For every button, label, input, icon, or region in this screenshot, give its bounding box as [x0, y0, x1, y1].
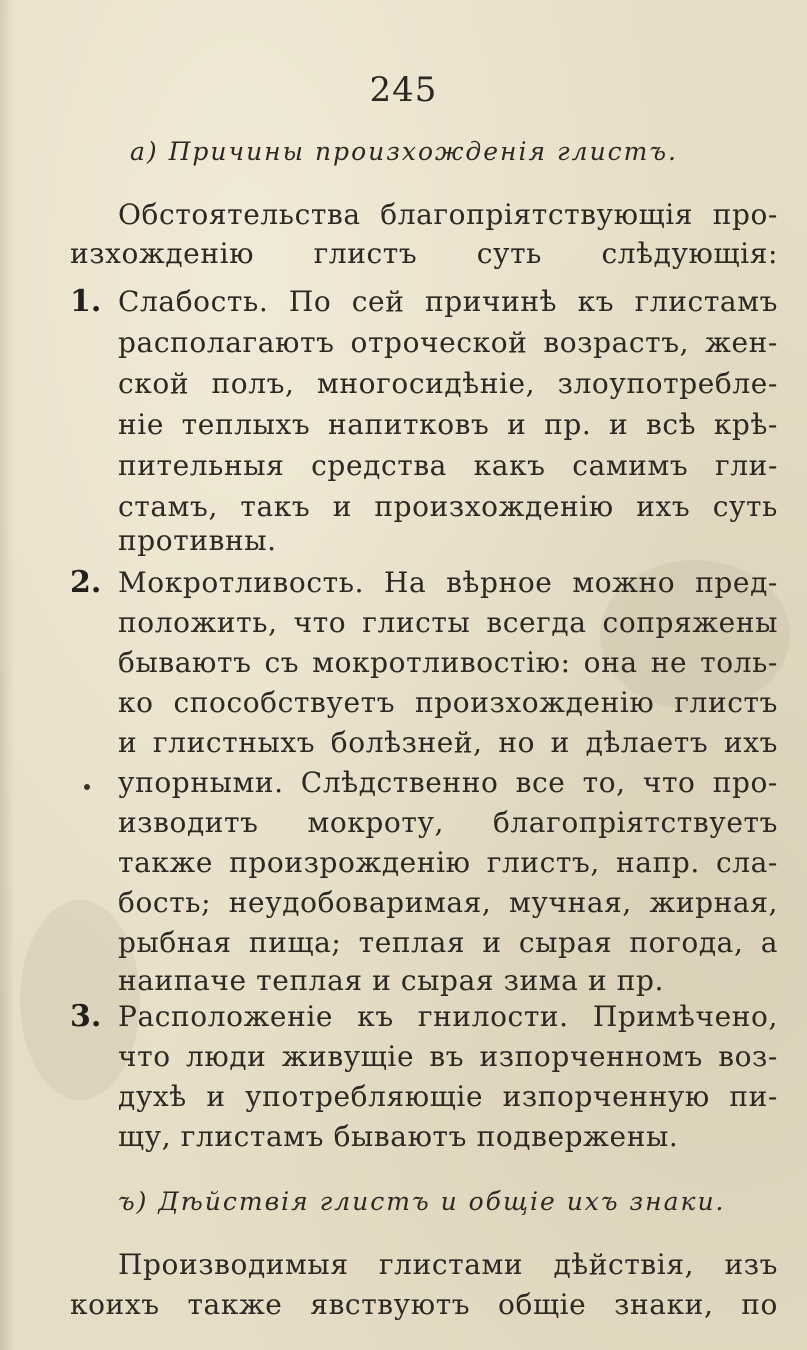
page-number: 245 [369, 70, 438, 110]
section-title: Дѣйствія глистъ и общіе ихъ знаки. [158, 1187, 726, 1216]
section-marker: ъ) [118, 1187, 149, 1216]
text-line: ко способствуетъ произхожденію глистъ [118, 686, 778, 719]
text-line: располагаютъ отроческой возрастъ, жен- [118, 326, 778, 359]
text-line: ской полъ, многосидѣніе, злоупотребле- [118, 367, 778, 400]
text-line: коихъ также явствуютъ общіе знаки, по [70, 1288, 778, 1321]
text-line: рыбная пища; теплая и сырая погода, а [118, 926, 778, 959]
text-line: бость; неудобоваримая, мучная, жирная, [118, 886, 778, 919]
text-line: ніе теплыхъ напитковъ и пр. и всѣ крѣ- [118, 408, 778, 441]
text-line: Слабость. По сей причинѣ къ глистамъ [118, 285, 778, 318]
ink-dot [84, 784, 90, 790]
text-line: Производимыя глистами дѣйствія, изъ [118, 1248, 778, 1281]
item-number: 2. [70, 565, 102, 600]
section-heading-a [130, 137, 678, 166]
section-marker: a) [130, 137, 159, 166]
text-line: и глистныхъ болѣзней, но и дѣлаетъ ихъ [118, 726, 778, 759]
text-line: наипаче теплая и сырая зима и пр. [118, 964, 664, 997]
text-line: изводитъ мокроту, благопріятствуетъ [118, 806, 778, 839]
text-line: что люди живущіе въ изпорченномъ воз- [118, 1040, 778, 1073]
text-line: противны. [118, 524, 277, 557]
text-line: Расположеніе къ гнилости. Примѣчено, [118, 1000, 778, 1033]
section-title: Причины произхожденія глистъ. [168, 137, 678, 166]
text-line: Обстоятельства благопріятствующія про- [118, 198, 778, 231]
text-line: бываютъ съ мокротливостію: она не толь- [118, 646, 778, 679]
text-line: щу, глистамъ бываютъ подвержены. [118, 1120, 679, 1153]
text-line: упорными. Слѣдственно все то, что про- [118, 766, 778, 799]
text-line: Мокротливость. На вѣрное можно пред- [118, 566, 778, 599]
text-line: изхожденію глистъ суть слѣдующія: [70, 237, 778, 270]
text-line: также произрожденію глистъ, напр. сла- [118, 846, 778, 879]
text-line: положить, что глисты всегда сопряжены [118, 606, 778, 639]
text-line: пительныя средства какъ самимъ гли- [118, 449, 778, 482]
item-number: 3. [70, 999, 102, 1034]
text-line: духѣ и употребляющіе изпорченную пи- [118, 1080, 778, 1113]
text-line: стамъ, такъ и произхожденію ихъ суть [118, 490, 778, 523]
item-number: 1. [70, 284, 102, 319]
section-heading-b [118, 1187, 726, 1216]
